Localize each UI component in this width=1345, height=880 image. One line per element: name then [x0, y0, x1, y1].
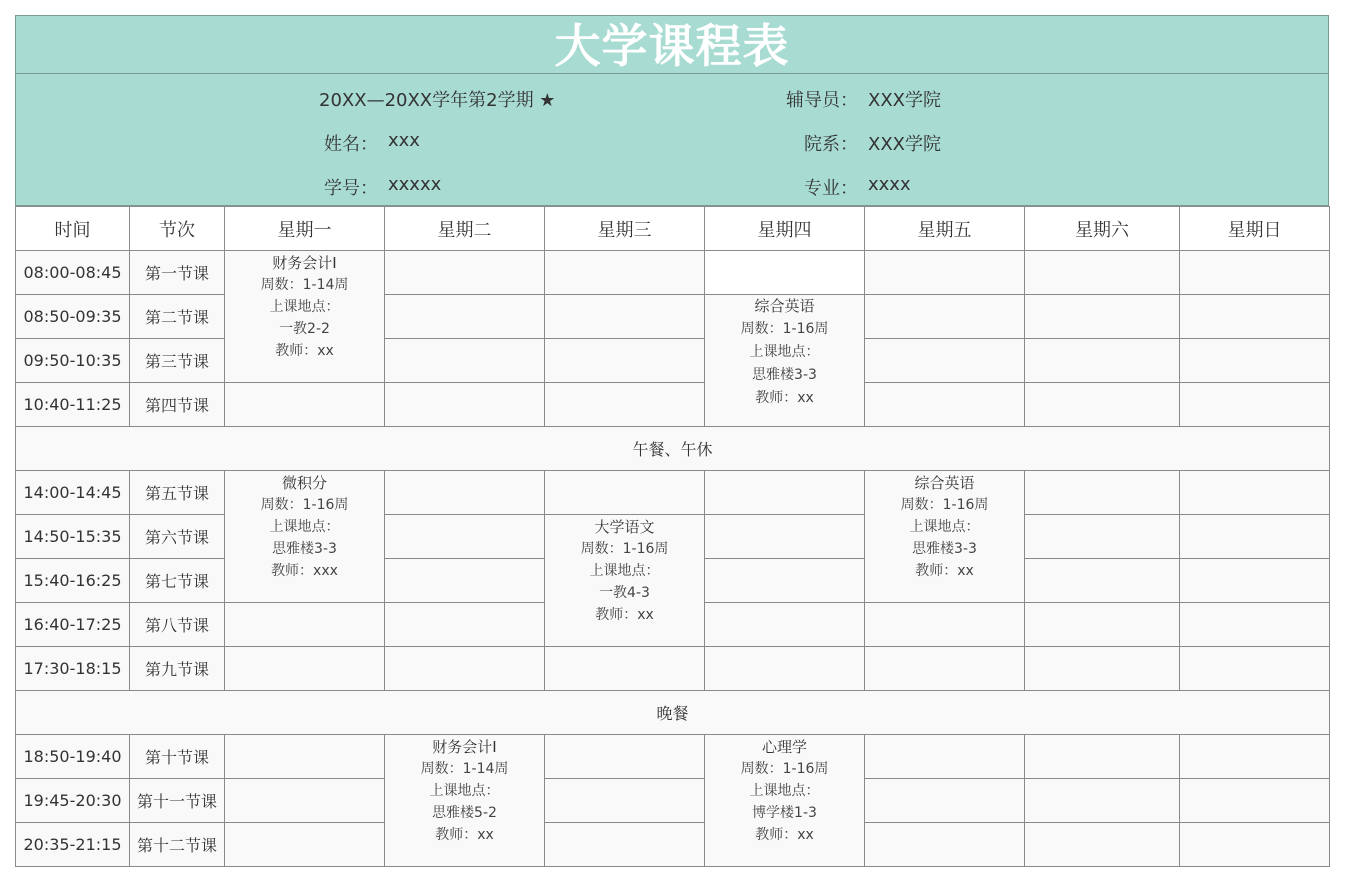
period-cell: 第五节课 [130, 471, 225, 515]
empty-cell[interactable] [545, 471, 705, 515]
course-teacher: 教师：xx [435, 827, 494, 843]
course-teacher: 教师：xx [915, 563, 974, 579]
course-location: 思雅楼3-3 [752, 367, 817, 383]
empty-cell[interactable] [1180, 779, 1330, 823]
header-saturday: 星期六 [1025, 207, 1180, 251]
schedule-sheet [15, 15, 1329, 867]
time-cell: 10:40-11:25 [16, 383, 130, 427]
table-row [16, 339, 1330, 383]
header-thursday: 星期四 [705, 207, 865, 251]
course-name: 大学语文 [594, 518, 655, 536]
empty-cell[interactable] [1180, 603, 1330, 647]
empty-cell[interactable] [705, 647, 865, 691]
empty-cell[interactable] [545, 339, 705, 383]
empty-cell[interactable] [545, 823, 705, 867]
course-weeks: 周数：1-16周 [900, 497, 989, 513]
course-teacher: 教师：xx [755, 390, 814, 406]
header-friday: 星期五 [865, 207, 1025, 251]
empty-cell[interactable] [385, 295, 545, 339]
empty-cell[interactable] [705, 603, 865, 647]
course-cell[interactable] [225, 471, 385, 603]
break-row [16, 427, 1330, 471]
period-cell: 第一节课 [130, 251, 225, 295]
course-name: 财务会计I [432, 738, 497, 756]
course-weeks: 周数：1-16周 [260, 497, 349, 513]
course-weeks: 周数：1-16周 [740, 321, 829, 337]
empty-cell[interactable] [225, 735, 385, 779]
empty-cell[interactable] [385, 251, 545, 295]
empty-cell[interactable] [865, 603, 1025, 647]
period-cell: 第七节课 [130, 559, 225, 603]
empty-cell[interactable] [385, 559, 545, 603]
empty-cell[interactable] [545, 735, 705, 779]
course-cell[interactable] [545, 515, 705, 647]
course-weeks: 周数：1-16周 [580, 541, 669, 557]
course-weeks: 周数：1-14周 [260, 277, 349, 293]
empty-cell[interactable] [1180, 823, 1330, 867]
course-teacher: 教师：xx [275, 343, 334, 359]
empty-cell[interactable] [225, 647, 385, 691]
header-row [16, 207, 1330, 251]
course-location-label: 上课地点： [269, 519, 340, 535]
time-cell: 14:00-14:45 [16, 471, 130, 515]
time-cell: 17:30-18:15 [16, 647, 130, 691]
course-name: 综合英语 [914, 474, 975, 492]
counselor-value: XXX学院 [868, 90, 941, 111]
table-row [16, 823, 1330, 867]
course-weeks: 周数：1-14周 [420, 761, 509, 777]
empty-cell[interactable] [385, 603, 545, 647]
empty-cell[interactable] [1025, 823, 1180, 867]
header-time: 时间 [16, 207, 130, 251]
empty-cell[interactable] [1025, 339, 1180, 383]
course-name: 综合英语 [754, 297, 815, 315]
time-cell: 20:35-21:15 [16, 823, 130, 867]
empty-cell[interactable] [1025, 471, 1180, 515]
course-location: 博学楼1-3 [752, 805, 817, 821]
course-location: 思雅楼3-3 [272, 541, 337, 557]
empty-cell[interactable] [865, 779, 1025, 823]
empty-cell[interactable] [1025, 559, 1180, 603]
table-row [16, 515, 1330, 559]
empty-cell[interactable] [865, 735, 1025, 779]
empty-cell[interactable] [1180, 383, 1330, 427]
empty-cell[interactable] [1025, 251, 1180, 295]
empty-cell[interactable] [705, 559, 865, 603]
header-sunday: 星期日 [1180, 207, 1330, 251]
department-value: XXX学院 [868, 134, 941, 155]
empty-cell[interactable] [865, 647, 1025, 691]
table-row [16, 383, 1330, 427]
semester-text: 20XX—20XX学年第2学期 ★ [319, 90, 556, 111]
empty-cell[interactable] [545, 251, 705, 295]
course-location: 一教2-2 [279, 321, 330, 337]
course-name: 财务会计I [272, 254, 337, 272]
header-wednesday: 星期三 [545, 207, 705, 251]
course-location-label: 上课地点： [269, 299, 340, 315]
course-location: 思雅楼3-3 [912, 541, 977, 557]
header-tuesday: 星期二 [385, 207, 545, 251]
course-location-label: 上课地点： [429, 783, 500, 799]
empty-cell[interactable] [865, 295, 1025, 339]
empty-cell[interactable] [705, 471, 865, 515]
time-cell: 09:50-10:35 [16, 339, 130, 383]
break-row [16, 691, 1330, 735]
course-cell[interactable] [705, 295, 865, 427]
course-location: 一教4-3 [599, 585, 650, 601]
empty-cell[interactable] [705, 515, 865, 559]
time-cell: 16:40-17:25 [16, 603, 130, 647]
time-cell: 19:45-20:30 [16, 779, 130, 823]
period-cell: 第四节课 [130, 383, 225, 427]
empty-cell[interactable] [225, 823, 385, 867]
empty-cell[interactable] [225, 779, 385, 823]
empty-cell[interactable] [225, 603, 385, 647]
course-teacher: 教师：xxx [271, 563, 338, 579]
empty-cell[interactable] [1025, 647, 1180, 691]
time-cell: 08:00-08:45 [16, 251, 130, 295]
table-row [16, 471, 1330, 515]
lunch-break: 午餐、午休 [16, 427, 1330, 471]
course-name: 微积分 [281, 474, 327, 492]
course-cell[interactable] [865, 471, 1025, 603]
course-cell[interactable] [225, 251, 385, 383]
header-monday: 星期一 [225, 207, 385, 251]
time-cell: 18:50-19:40 [16, 735, 130, 779]
empty-cell[interactable] [1180, 251, 1330, 295]
empty-cell[interactable] [1180, 295, 1330, 339]
name-value: xxx [388, 130, 420, 151]
table-row [16, 735, 1330, 779]
empty-cell[interactable] [705, 251, 865, 295]
time-cell: 15:40-16:25 [16, 559, 130, 603]
course-location-label: 上课地点： [749, 344, 820, 360]
major-value: xxxx [868, 174, 911, 195]
period-cell: 第二节课 [130, 295, 225, 339]
table-row [16, 295, 1330, 339]
page-title: 大学课程表 [16, 16, 1328, 74]
empty-cell[interactable] [865, 251, 1025, 295]
major-label: 专业： [804, 178, 858, 199]
name-label: 姓名： [324, 134, 378, 155]
time-cell: 08:50-09:35 [16, 295, 130, 339]
period-cell: 第九节课 [130, 647, 225, 691]
empty-cell[interactable] [865, 383, 1025, 427]
period-cell: 第八节课 [130, 603, 225, 647]
course-location-label: 上课地点： [589, 563, 660, 579]
counselor-label: 辅导员： [786, 90, 858, 111]
table-row [16, 251, 1330, 295]
student-info [16, 74, 1328, 205]
department-label: 院系： [804, 134, 858, 155]
empty-cell[interactable] [385, 515, 545, 559]
empty-cell[interactable] [385, 647, 545, 691]
course-cell[interactable] [385, 735, 545, 867]
empty-cell[interactable] [225, 383, 385, 427]
empty-cell[interactable] [545, 383, 705, 427]
empty-cell[interactable] [1025, 735, 1180, 779]
empty-cell[interactable] [385, 471, 545, 515]
course-name: 心理学 [761, 738, 807, 756]
empty-cell[interactable] [1180, 735, 1330, 779]
empty-cell[interactable] [385, 339, 545, 383]
empty-cell[interactable] [1025, 383, 1180, 427]
time-cell: 14:50-15:35 [16, 515, 130, 559]
period-cell: 第十二节课 [130, 823, 225, 867]
empty-cell[interactable] [545, 779, 705, 823]
empty-cell[interactable] [385, 383, 545, 427]
empty-cell[interactable] [545, 295, 705, 339]
period-cell: 第三节课 [130, 339, 225, 383]
course-weeks: 周数：1-16周 [740, 761, 829, 777]
empty-cell[interactable] [1180, 339, 1330, 383]
period-cell: 第十一节课 [130, 779, 225, 823]
empty-cell[interactable] [865, 823, 1025, 867]
empty-cell[interactable] [1180, 515, 1330, 559]
empty-cell[interactable] [1025, 603, 1180, 647]
empty-cell[interactable] [1025, 779, 1180, 823]
period-cell: 第六节课 [130, 515, 225, 559]
course-teacher: 教师：xx [755, 827, 814, 843]
table-row [16, 779, 1330, 823]
empty-cell[interactable] [1180, 559, 1330, 603]
empty-cell[interactable] [1025, 515, 1180, 559]
dinner-break: 晚餐 [16, 691, 1330, 735]
course-location-label: 上课地点： [749, 783, 820, 799]
student-id-value: xxxxx [388, 174, 442, 195]
course-location-label: 上课地点： [909, 519, 980, 535]
course-cell[interactable] [705, 735, 865, 867]
empty-cell[interactable] [1180, 471, 1330, 515]
schedule-header [15, 15, 1329, 206]
empty-cell[interactable] [545, 647, 705, 691]
student-id-label: 学号： [324, 178, 378, 199]
period-cell: 第十节课 [130, 735, 225, 779]
empty-cell[interactable] [865, 339, 1025, 383]
empty-cell[interactable] [1180, 647, 1330, 691]
timetable [15, 206, 1330, 867]
header-period: 节次 [130, 207, 225, 251]
course-teacher: 教师：xx [595, 607, 654, 623]
course-location: 思雅楼5-2 [432, 805, 497, 821]
empty-cell[interactable] [1025, 295, 1180, 339]
table-row [16, 647, 1330, 691]
